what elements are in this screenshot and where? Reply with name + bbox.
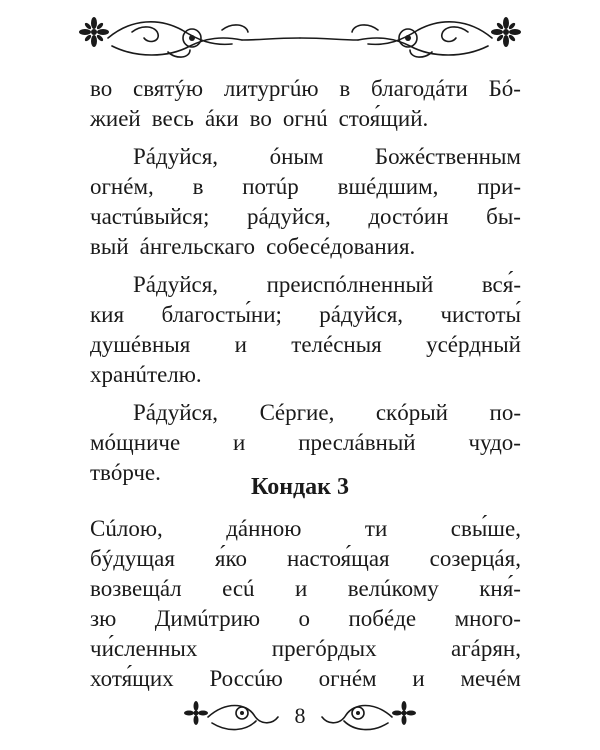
- word: дáнною: [226, 516, 302, 541]
- word: велúкому: [347, 576, 439, 601]
- text-line: [90, 360, 521, 390]
- word: мечéм: [460, 666, 521, 691]
- text-line: [90, 232, 521, 262]
- word: есú: [222, 576, 255, 601]
- word: вшéдшим,: [337, 174, 439, 199]
- word: рáдуйся,: [246, 204, 331, 229]
- word: кня́-: [479, 576, 521, 601]
- word: в: [192, 174, 204, 199]
- text-line: [90, 202, 521, 232]
- word: и: [412, 666, 425, 691]
- text-line: [90, 74, 521, 104]
- word: Россúю: [209, 666, 283, 691]
- word: благодáти: [371, 76, 468, 101]
- word: возвещáл: [90, 576, 182, 601]
- text-line: [90, 142, 521, 172]
- flourish-right-icon: [300, 22, 492, 57]
- word: бы-: [486, 204, 521, 229]
- word: собесéдования.: [266, 234, 416, 259]
- word: преслáвный: [298, 430, 416, 455]
- word: Бó-: [488, 76, 521, 101]
- flower-icon: [491, 17, 521, 47]
- word: огнú: [282, 106, 328, 131]
- word: твóрче.: [90, 460, 161, 485]
- word: о: [298, 606, 311, 631]
- word: и: [234, 332, 247, 357]
- word: по-: [489, 400, 521, 425]
- word: достóин: [368, 204, 449, 229]
- word: побéде: [348, 606, 417, 631]
- flower-icon: [184, 701, 208, 725]
- word: кия: [90, 302, 125, 327]
- word: Рáдуйся,: [133, 144, 219, 169]
- word: свы́ше,: [450, 516, 521, 541]
- word: вся́-: [481, 272, 521, 297]
- word: преиспóлненный: [266, 272, 434, 297]
- word: áнгельскаго: [139, 234, 256, 259]
- flourish-left-icon: [108, 22, 300, 57]
- word: Божéственным: [374, 144, 521, 169]
- word: настоя́щая: [287, 546, 390, 571]
- paragraph: [90, 74, 521, 134]
- word: мóщниче: [90, 430, 181, 455]
- flower-icon: [79, 17, 109, 47]
- akathist-text: [90, 74, 521, 488]
- word: святýю: [133, 76, 204, 101]
- word: чи́сленных: [90, 636, 198, 661]
- word: созерцáя,: [429, 546, 521, 571]
- text-line: [90, 514, 521, 544]
- word: стоя́щий.: [338, 106, 429, 131]
- word: прегóрдых: [271, 636, 377, 661]
- word: частúвыйся;: [90, 204, 210, 229]
- text-line: [90, 398, 521, 428]
- word: потúр: [242, 174, 299, 199]
- paragraph: [90, 270, 521, 390]
- word: при-: [477, 174, 521, 199]
- text-line: [90, 428, 521, 458]
- kontakion-text: [90, 514, 521, 694]
- text-line: [90, 300, 521, 330]
- word: огнéм,: [90, 174, 154, 199]
- flourish-right-icon: [322, 706, 392, 730]
- flower-icon: [392, 701, 416, 725]
- word: во: [249, 106, 272, 131]
- word: хранúтелю.: [90, 362, 202, 387]
- word: хотя́щих: [90, 666, 174, 691]
- page-number: 8: [294, 703, 306, 728]
- word: Рáдуйся,: [133, 400, 219, 425]
- text-line: [90, 330, 521, 360]
- word: рáдуйся,: [319, 302, 404, 327]
- paragraph: [90, 142, 521, 262]
- word: чудо-: [468, 430, 521, 455]
- word: Рáдуйся,: [133, 272, 219, 297]
- text-line: [90, 544, 521, 574]
- word: весь: [151, 106, 194, 131]
- word: агáрян,: [451, 636, 521, 661]
- word: óным: [269, 144, 324, 169]
- word: зю: [90, 606, 117, 631]
- word: много-: [454, 606, 521, 631]
- word: и: [233, 430, 246, 455]
- word: бýдущая: [90, 546, 175, 571]
- top-ornament-icon: [72, 10, 528, 66]
- text-line: [90, 270, 521, 300]
- word: душéвныя: [90, 332, 191, 357]
- word: благосты́ни;: [161, 302, 282, 327]
- word: Сéргие,: [259, 400, 335, 425]
- text-line: [90, 172, 521, 202]
- word: в: [339, 76, 351, 101]
- word: литургúю: [223, 76, 319, 101]
- word: скóрый: [375, 400, 448, 425]
- word: усéрдный: [426, 332, 521, 357]
- word: Сúлою,: [90, 516, 163, 541]
- flourish-left-icon: [208, 706, 278, 730]
- word: ти: [364, 516, 388, 541]
- word: чистоты́: [440, 302, 521, 327]
- word: телéсныя: [291, 332, 382, 357]
- word: огнéм: [318, 666, 377, 691]
- text-line: [90, 604, 521, 634]
- word: я́ко: [214, 546, 247, 571]
- word: жией: [90, 106, 141, 131]
- text-line: [90, 634, 521, 664]
- word: во: [90, 76, 113, 101]
- word: вый: [90, 234, 129, 259]
- word: Димúтрию: [154, 606, 261, 631]
- text-line: [90, 104, 521, 134]
- word: и: [295, 576, 308, 601]
- kontakion-heading: Кондак 3: [250, 474, 349, 500]
- word: áки: [204, 106, 239, 131]
- text-line: [90, 664, 521, 694]
- text-line: [90, 574, 521, 604]
